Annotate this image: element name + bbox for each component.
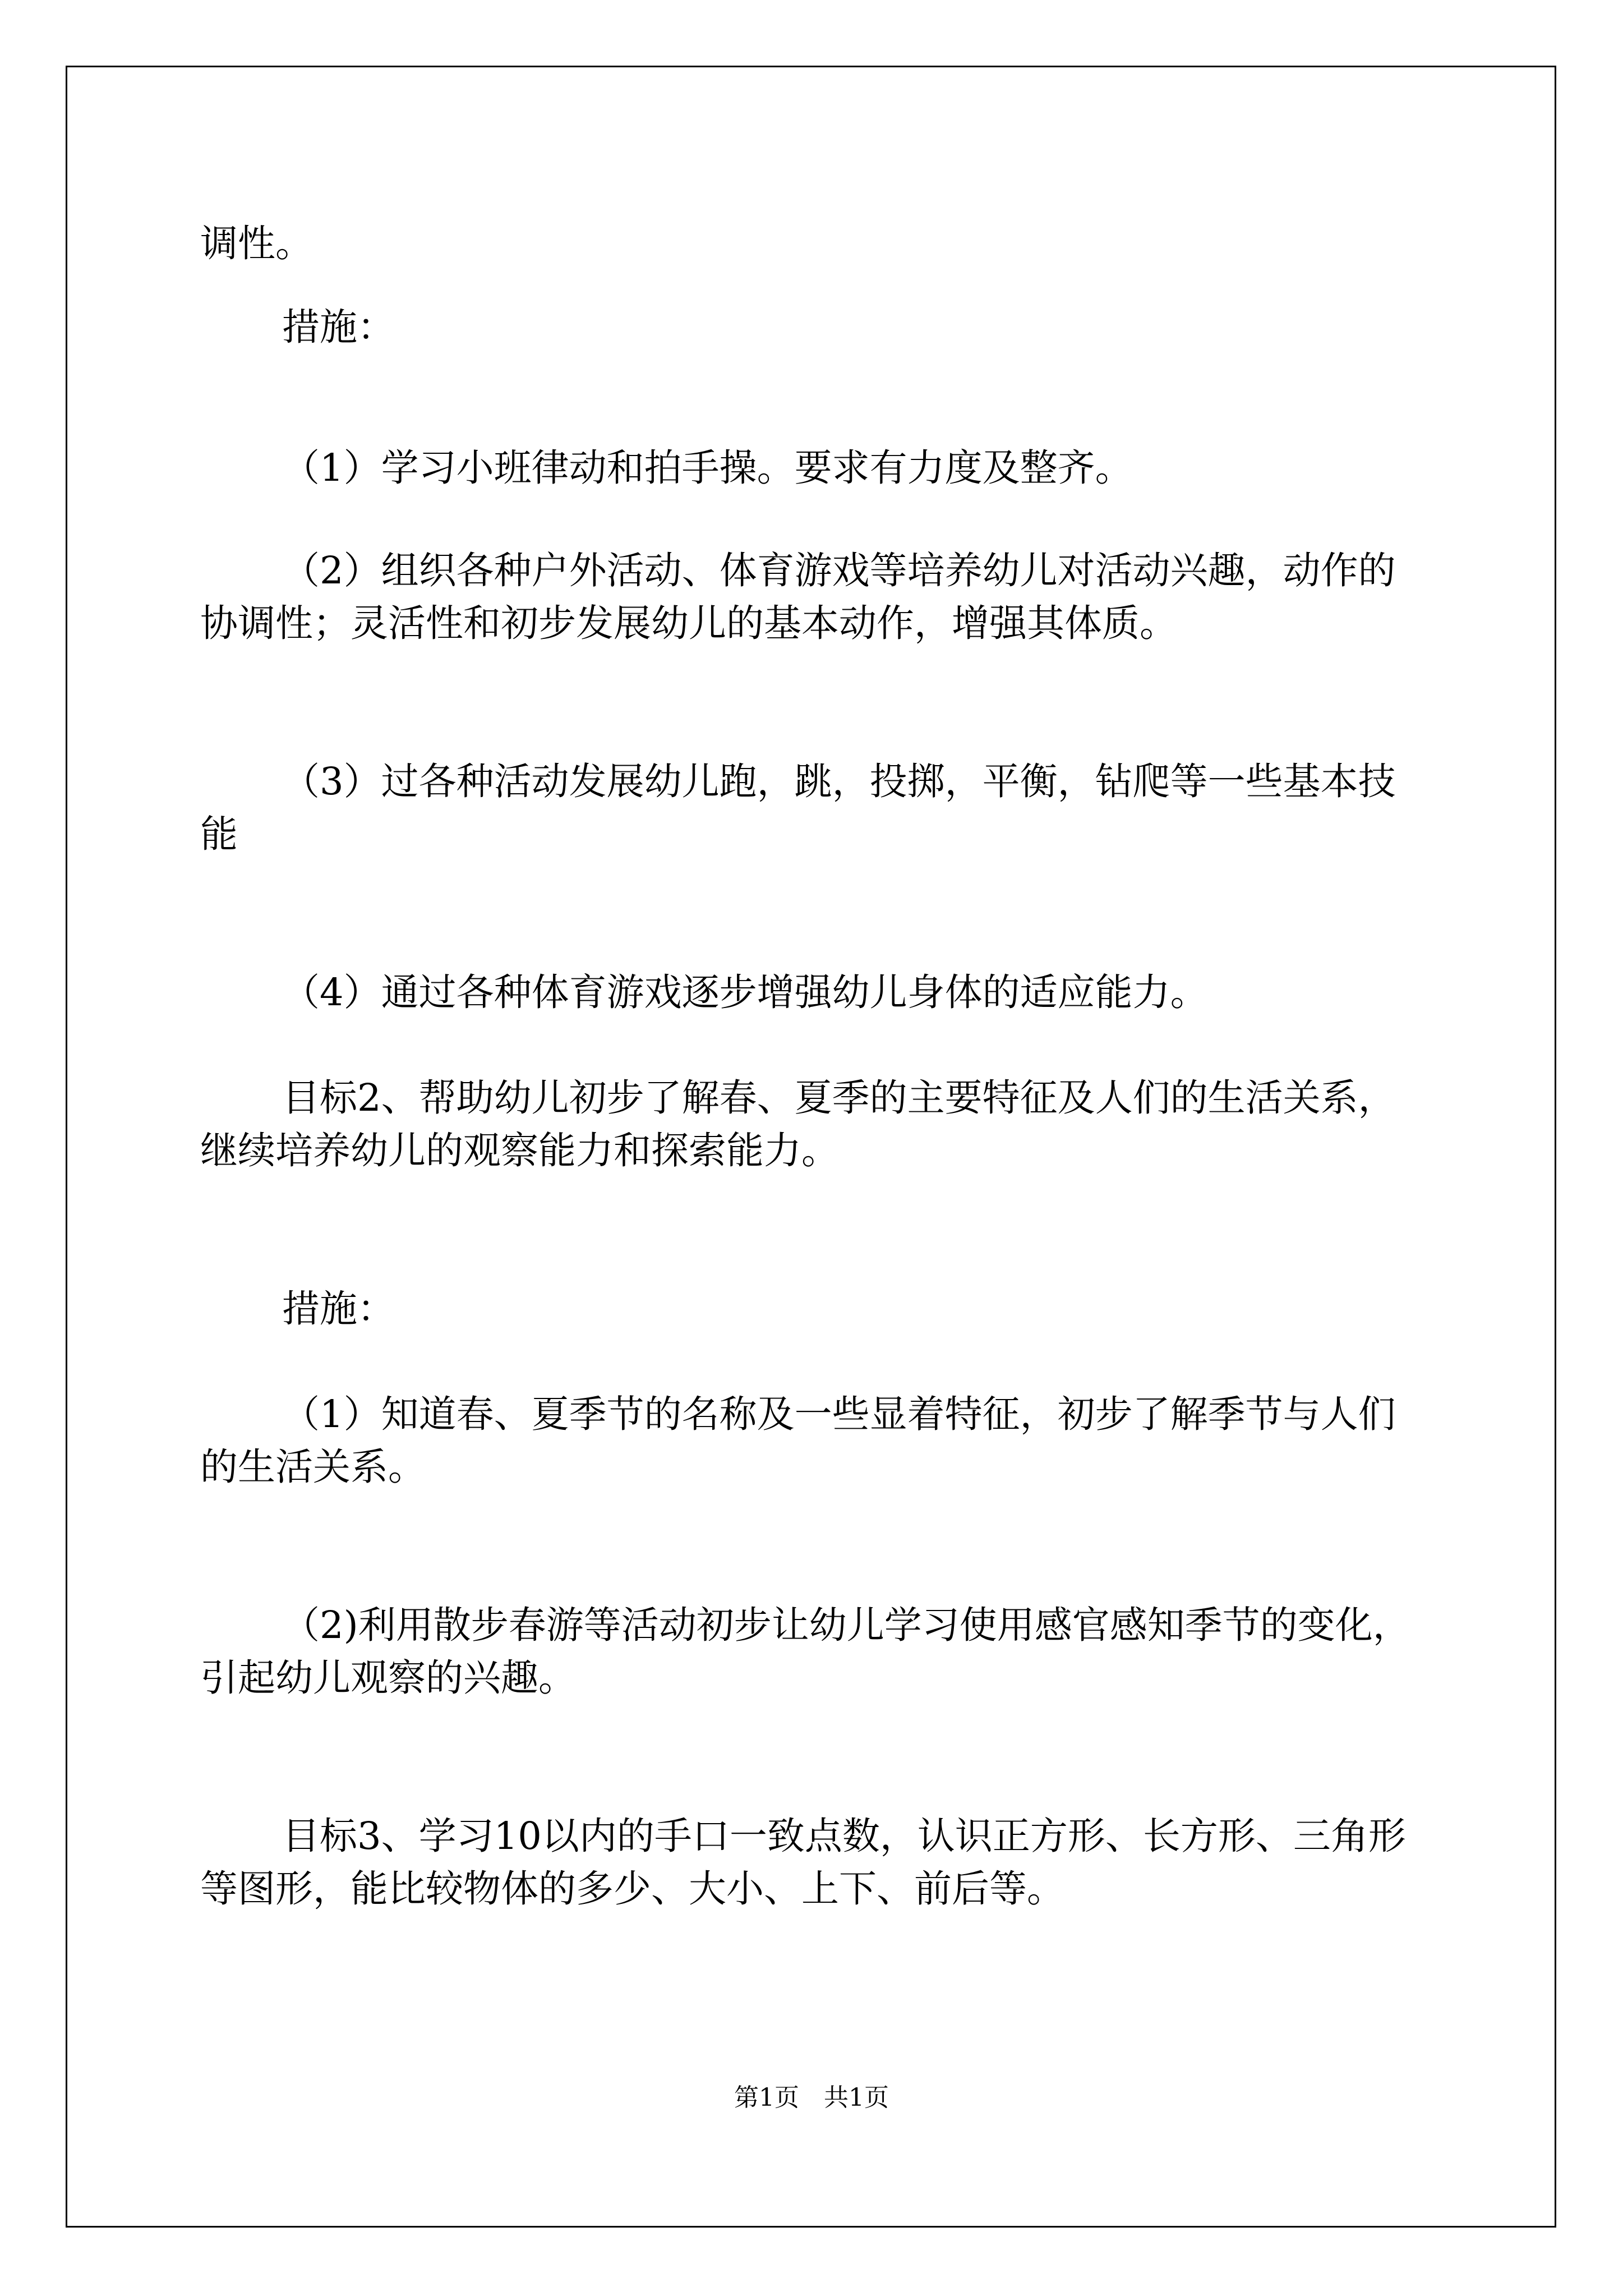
measure-item-2-1: （1）知道春、夏季节的名称及一些显着特征，初步了解季节与人们的生活关系。	[200, 1392, 1396, 1489]
goal-3: 目标3、学习10以内的手口一致点数，认识正方形、长方形、三角形等图形，能比较物体的多少、大小、上下、前后等。	[200, 1814, 1406, 1911]
measure-item-2: （2）组织各种户外活动、体育游戏等培养幼儿对活动兴趣，动作的协调性；灵活性和初步发展幼儿的基本动作，增强其体质。	[200, 549, 1396, 645]
measure-item-1: （1）学习小班律动和拍手操。要求有力度及整齐。	[282, 446, 1133, 490]
measures-heading-1: 措施：	[282, 305, 395, 349]
paragraph-continuation: 调性。	[200, 222, 313, 265]
measure-item-3: （3）过各种活动发展幼儿跑，跳，投掷，平衡，钻爬等一些基本技能	[200, 760, 1396, 856]
page-footer: 第1页 共1页	[734, 2083, 889, 2112]
goal-2: 目标2、帮助幼儿初步了解春、夏季的主要特征及人们的生活关系，继续培养幼儿的观察能力和探索能力。	[200, 1076, 1396, 1172]
measures-heading-2: 措施：	[282, 1287, 395, 1331]
measure-item-4: （4）通过各种体育游戏逐步增强幼儿身体的适应能力。	[282, 970, 1208, 1014]
measure-item-2-2: （2)利用散步春游等活动初步让幼儿学习使用感官感知季节的变化，引起幼儿观察的兴趣。	[200, 1603, 1410, 1700]
